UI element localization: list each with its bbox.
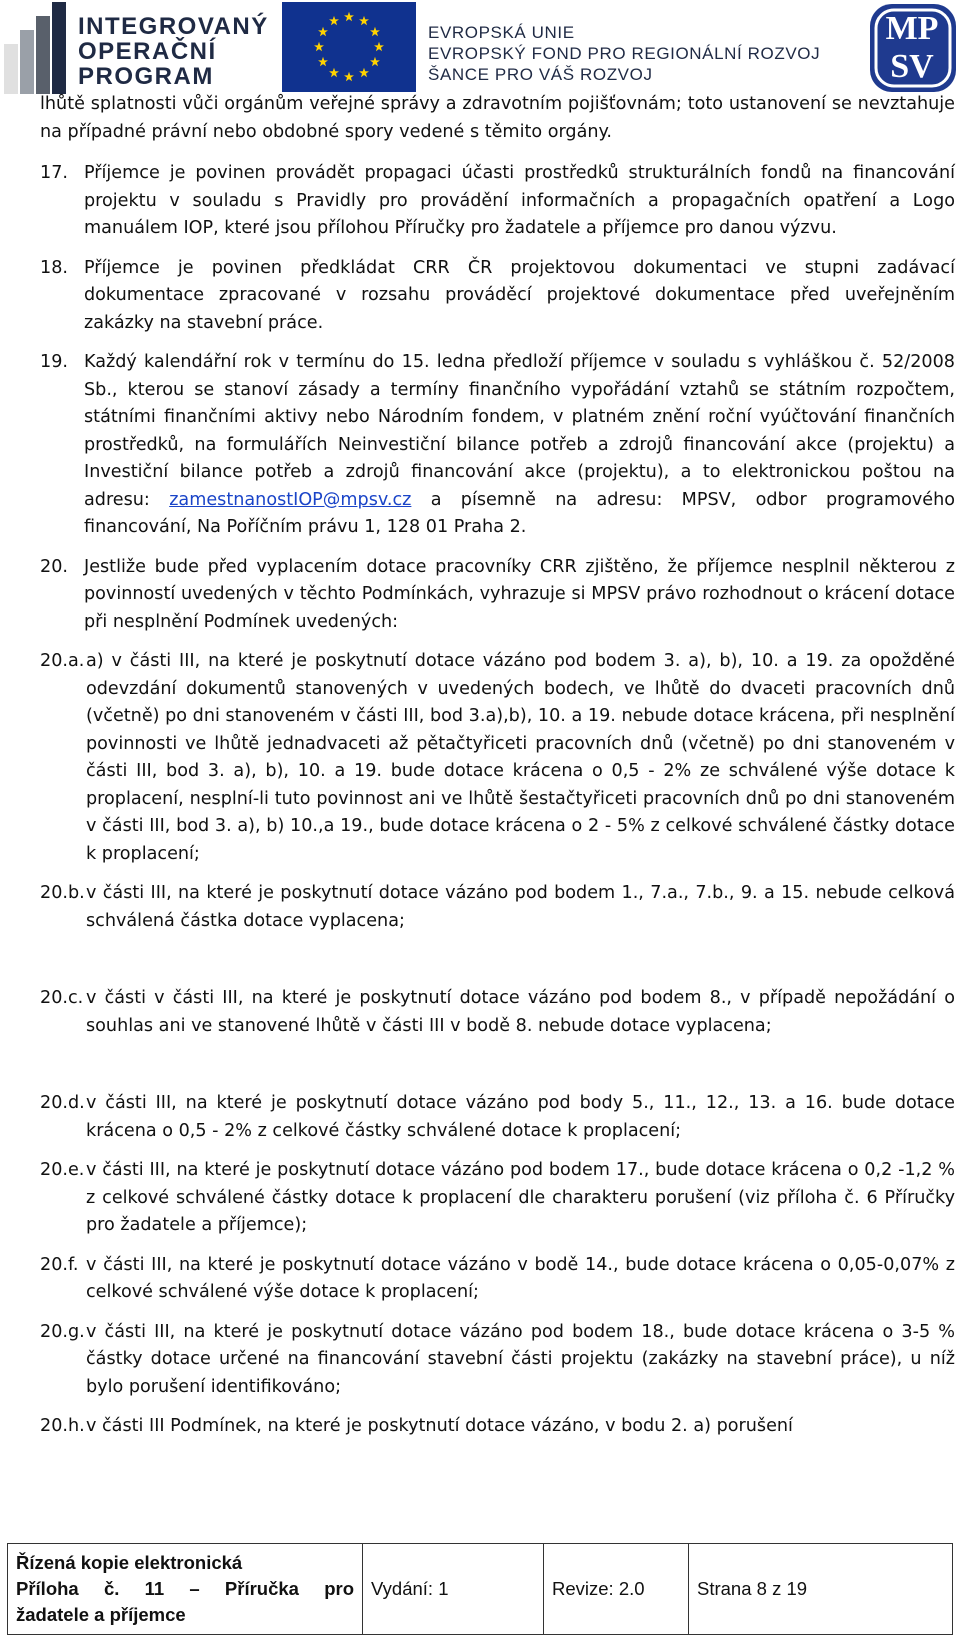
document-footer xyxy=(7,1543,953,1635)
eu-fund-text xyxy=(428,22,820,85)
subclause-20d xyxy=(40,1090,955,1145)
iop-mark-icon xyxy=(0,0,76,96)
clause-text: Příjemce je povinen předkládat CRR ČR projektovou dokumentaci ve stupni zadávací dokumentace zpracované v rozsahu prováděcí projektové dokumentace před uveřejněním zakázky na stavební práce. xyxy=(84,257,955,333)
iop-logo xyxy=(0,0,270,96)
eu-text-line-1: EVROPSKÁ UNIE xyxy=(428,23,575,42)
clause-18 xyxy=(40,255,955,338)
footer-attachment-cont: žadatele a příjemce xyxy=(16,1604,186,1625)
clause-17 xyxy=(40,160,955,243)
clause-19 xyxy=(40,349,955,542)
footer-attachment: Příloha č. 11 – Příručka pro xyxy=(16,1578,354,1599)
eu-text-line-2: EVROPSKÝ FOND PRO REGIONÁLNÍ ROZVOJ xyxy=(428,44,821,63)
page-header xyxy=(0,0,960,96)
subclause-20f xyxy=(40,1252,955,1307)
subclause-number: 20.c. xyxy=(40,988,84,1008)
iop-logo-line-1: INTEGROVANÝ xyxy=(78,13,269,40)
intro-paragraph: lhůtě splatnosti vůči orgánům veřejné správy a zdravotním pojišťovnám; toto ustanovení se nevztahuje na případné právní nebo obdobné spory vedené s těmito orgány. xyxy=(40,94,955,142)
subclause-text: v části III, na které je poskytnutí dotace vázáno pod body 5., 11., 12., 13. a 16. bude dotace krácena o 0,5 - 2% z celkové částky schválené dotace k proplacení; xyxy=(86,1093,955,1141)
iop-logo-line-2: OPERAČNÍ xyxy=(78,38,217,65)
document-body xyxy=(40,91,955,1453)
footer-document-info xyxy=(8,1544,363,1635)
clause-text: Jestliže bude před vyplacením dotace pracovníky CRR zjištěno, že příjemce nesplnil některou z povinností uvedených v těchto Podmínkách, vyhrazuje si MPSV právo rozhodnout o krácení dotace při nesplnění Podmínek uvedených: xyxy=(84,556,955,632)
subclause-20a xyxy=(40,648,955,868)
subclause-text: v části III, na které je poskytnutí dotace vázáno v bodě 14., bude dotace krácena o 0,05-0,07% z celkové schválené výše dotace k proplacení; xyxy=(86,1254,955,1302)
subclause-20c xyxy=(40,985,955,1040)
eu-flag-icon xyxy=(282,2,416,92)
subclause-text: v části III, na které je poskytnutí dotace vázáno pod bodem 17., bude dotace krácena o 0,2 -1,2 % z celkové schválené částky dotace k proplacení dle charakteru porušení (viz příloha č. 6 Příručky pro žadatele a příjemce); xyxy=(86,1160,955,1235)
clause-text: Každý kalendářní rok v termínu do 15. ledna předloží příjemce v souladu s vyhláškou č. 52/2008 Sb., kterou se stanoví zásady a termíny finančního vypořádání vztahů se státním rozpočtem, státními finančními aktivy nebo Národním fondem, v platném znění roční vyúčtování finančních prostředků, na formulářích Neinvestiční bilance potřeb a zdrojů financování akce (projektu) a Investiční bilance potřeb a zdrojů financování akce (projektu), a to elektronickou poštou na adresu: xyxy=(84,352,955,510)
clause-text: Příjemce je povinen provádět propagaci účasti prostředků strukturálních fondů na financování projektu v souladu s Pravidly pro provádění informačních a propagačních opatření a Logo manuálem IOP, které jsou přílohou Příručky pro žadatele a příjemce pro danou výzvu. xyxy=(84,163,955,238)
clause-text-continued: a písemně na adresu: MPSV, odbor programového financování, Na Poříčním právu 1, 128 01 Praha 2. xyxy=(84,489,955,537)
subclause-text: v části III, na které je poskytnutí dotace vázáno pod bodem 18., bude dotace krácena o 3-5 % částky dotace určené na financování stavební části projektu (zakázky na stavební práce), u níž bylo porušení identifikováno; xyxy=(86,1321,955,1397)
email-link[interactable]: zamestnanostIOP@mpsv.cz xyxy=(169,489,412,510)
mpsv-logo-line-2: SV xyxy=(890,48,934,85)
subclause-number: 20.e. xyxy=(40,1160,85,1180)
iop-logo-line-3: PROGRAM xyxy=(78,63,214,90)
subclause-number: 20.h. xyxy=(40,1416,85,1436)
subclause-number: 20.a. xyxy=(40,651,85,671)
subclause-text: v části III, na které je poskytnutí dotace vázáno pod bodem 1., 7.a., 7.b., 9. a 15. nebude celková schválená částka dotace vyplacena; xyxy=(86,883,955,931)
footer-controlled-copy: Řízená kopie elektronická xyxy=(16,1552,243,1573)
subclause-number: 20.d. xyxy=(40,1093,85,1113)
clause-number: 18. xyxy=(40,257,68,278)
footer-revision: Revize: 2.0 xyxy=(544,1544,689,1635)
subclause-20g xyxy=(40,1319,955,1402)
subclause-number: 20.b. xyxy=(40,883,85,903)
footer-issue: Vydání: 1 xyxy=(363,1544,544,1635)
clause-number: 19. xyxy=(40,352,68,372)
eu-text-line-3: ŠANCE PRO VÁŠ ROZVOJ xyxy=(428,65,653,84)
clause-number: 17. xyxy=(40,163,68,183)
footer-page-number: Strana 8 z 19 xyxy=(689,1544,953,1635)
subclause-text: v části III Podmínek, na které je poskytnutí dotace vázáno, v bodu 2. a) porušení xyxy=(86,1416,793,1436)
mpsv-logo-line-1: MP xyxy=(885,10,939,47)
subclause-20e xyxy=(40,1157,955,1240)
subclause-text: v části v části III, na které je poskytnutí dotace vázáno pod bodem 8., v případě nepožádání o souhlas ani ve stanovené lhůtě v části III v bodě 8. nebude dotace vyplacena; xyxy=(86,988,955,1036)
clause-number: 20. xyxy=(40,556,68,577)
clause-20 xyxy=(40,554,955,637)
mpsv-logo xyxy=(868,2,960,96)
subclause-number: 20.g. xyxy=(40,1321,85,1342)
subclause-20b xyxy=(40,880,955,935)
subclause-20h xyxy=(40,1413,955,1441)
subclause-text: a) v části III, na které je poskytnutí dotace vázáno pod bodem 3. a), b), 10. a 19. za opožděné odevzdání dokumentů stanovených v uvedených bodech, ve lhůtě do dvaceti pracovních dnů (včetně) po dni stanoveném v části III, bod 3.a),b), 10. a 19. nebude dotace krácena, při nesplnění povinnosti ve lhůtě jednadvaceti až pětačtyřiceti pracovních dnů (včetně) po dni stanoveném v části III, bod 3. a), b), 10. a 19. bude dotace krácena o 0,5 - 2% ze schválené výše dotace k proplacení, nesplní-li tuto povinnost ani ve lhůtě šestačtyřiceti pracovních dnů po dni stanoveném v části III, bod 3. a), b) 10.,a 19., bude dotace krácena o 2 - 5% z celkové schválené částky dotace k proplacení; xyxy=(86,651,955,864)
subclause-number: 20.f. xyxy=(40,1254,79,1275)
